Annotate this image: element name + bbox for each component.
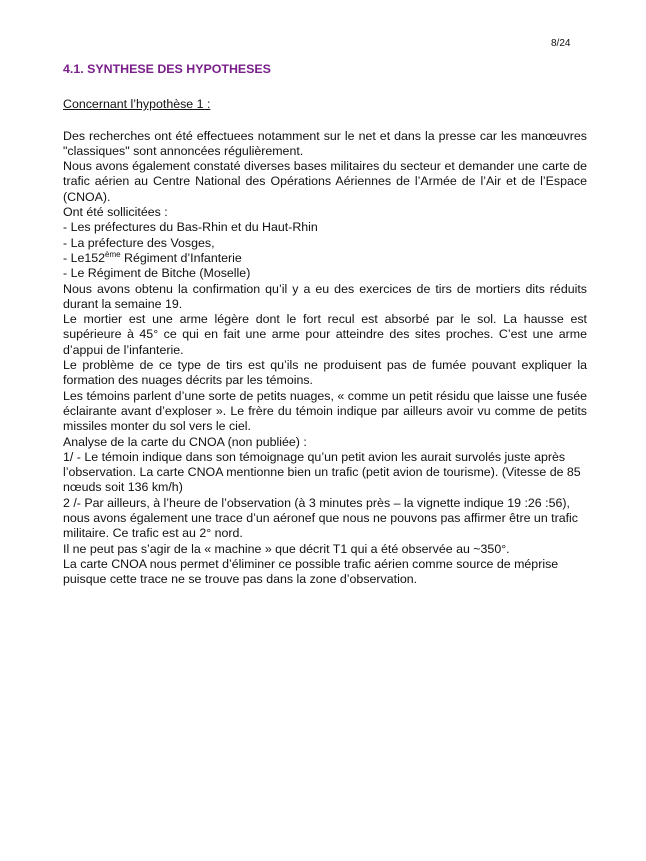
page-number: 8/24	[551, 38, 571, 49]
sollicitees-list	[63, 220, 587, 281]
subtitle: Concernant l’hypothèse 1 :	[63, 97, 211, 112]
list-item: - Les préfectures du Bas-Rhin et du Haut-Rhin	[63, 220, 318, 235]
superscript: ème	[105, 249, 121, 259]
paragraph-mortier-description: Le mortier est une arme légère dont le fort recul est absorbé par le sol. La hausse est supérieure à 45° ce qui en fait une arme pour atteindre des sites proches. C’est une arme d’appui de l’infanterie.	[63, 312, 587, 357]
paragraph-mortier-fumee: Le problème de ce type de tirs est qu’ils ne produisent pas de fumée pouvant expliquer la formation des nuages décrits par les témoins.	[63, 358, 587, 388]
analyse-point-2: 2 /- Par ailleurs, à l’heure de l’observation (à 3 minutes près – la vignette indique 19 :26 :56), nous avons également une trace d’un aéronef que nous ne pouvons pas affirmer être un trafic militaire. Ce trafic est au 2° nord.	[63, 495, 579, 541]
analyse-conclusion: La carte CNOA nous permet d’éliminer ce possible trafic aérien comme source de méprise puisque cette trace ne se trouve pas dans la zone d’observation.	[63, 556, 559, 587]
list-item: - La préfecture des Vosges,	[63, 235, 215, 250]
analyse-point-1: 1/ - Le témoin indique dans son témoignage qu’un petit avion les aurait survolés juste après l’observation. La carte CNOA mentionne bien un trafic (petit avion de tourisme). (Vitesse de 85 nœuds soit 136 km/h)	[63, 449, 581, 495]
paragraph-recherches: Des recherches ont été effectuees notamment sur le net et dans la presse car les manœuvres "classiques" sont annoncées régulièrement.	[63, 128, 587, 158]
analyse-point-3: Il ne peut pas s’agir de la « machine » que décrit T1 qui a été observée au ~350°.	[63, 541, 510, 556]
sollicitees-intro: Ont été sollicitées :	[63, 205, 168, 220]
paragraph-temoins-nuages: Les témoins parlent d’une sorte de petits nuages, « comme un petit résidu que laisse une fusée éclairante avant d’exploser ». Le frère du témoin indique par ailleurs avoir vu comme de petits missiles monter du sol vers le ciel.	[63, 388, 587, 434]
list-item-text: Régiment d’Infanterie	[120, 250, 242, 265]
paragraph-mortiers-confirmation: Nous avons obtenu la confirmation qu’il y a eu des exercices de tirs de mortiers dits réduits durant la semaine 19.	[63, 281, 587, 311]
list-item: - Le Régiment de Bitche (Moselle)	[63, 266, 251, 281]
list-item	[63, 251, 587, 266]
section-title: 4.1. SYNTHESE DES HYPOTHESES	[63, 62, 271, 76]
list-item-text: - Le152	[63, 250, 106, 265]
document-body	[63, 62, 587, 588]
paragraph-cnoa-request: Nous avons également constaté diverses bases militaires du secteur et demander une carte de trafic aérien au Centre National des Opérations Aériennes de l’Armée de l’Air et de l’Espace (CNOA).	[63, 159, 587, 204]
analyse-intro: Analyse de la carte du CNOA (non publiée) :	[63, 434, 307, 449]
